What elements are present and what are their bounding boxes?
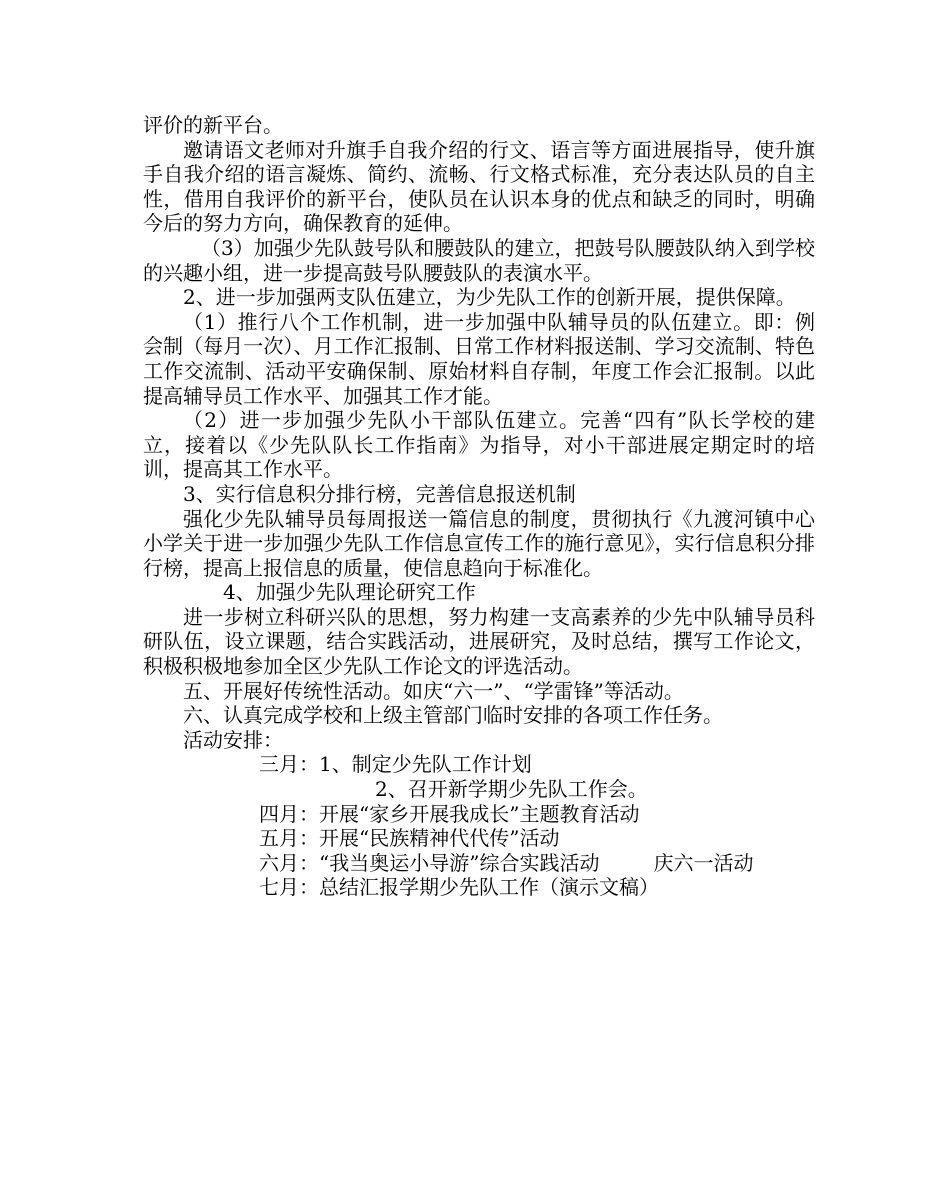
paragraph: （3）加强少先队鼓号队和腰鼓队的建立，把鼓号队腰鼓队纳入到学校的兴趣小组，进一步提高鼓号队腰鼓队的表演水平。 xyxy=(143,235,815,285)
activity-line: 五月：开展“民族精神代代传”活动 xyxy=(259,826,560,851)
activity-line: 三月：1、制定少先队工作计划 xyxy=(259,752,532,777)
paragraph: 4、加强少先队理论研究工作 xyxy=(223,580,476,605)
document-body xyxy=(143,113,815,900)
activity-text: 六月：“我当奥运小导游”综合实践活动 xyxy=(259,850,600,875)
paragraph: （2）进一步加强少先队小干部队伍建立。完善“四有”队长学校的建立，接着以《少先队队长工作指南》为指导，对小干部进展定期定时的培训，提高其工作水平。 xyxy=(143,408,815,482)
paragraph: 五、开展好传统性活动。如庆“六一”、“学雷锋”等活动。 xyxy=(183,678,684,703)
paragraph: 邀请语文老师对升旗手自我介绍的行文、语言等方面进展指导，使升旗手自我介绍的语言凝炼、简约、流畅、行文格式标准，充分表达队员的自主性，借用自我评价的新平台，使队员在认识本身的优点和缺乏的同时，明确今后的努力方向，确保教育的延伸。 xyxy=(143,137,815,236)
paragraph: 3、实行信息积分排行榜，完善信息报送机制 xyxy=(183,481,576,506)
paragraph: 强化少先队辅导员每周报送一篇信息的制度，贯彻执行《九渡河镇中心小学关于进一步加强少先队工作信息宣传工作的施行意见》，实行信息积分排行榜，提高上报信息的质量，使信息趋向于标准化。 xyxy=(143,506,815,580)
paragraph: 进一步树立科研兴队的思想，努力构建一支高素养的少先中队辅导员科研队伍，设立课题，结合实践活动，进展研究，及时总结，撰写工作论文，积极积极地参加全区少先队工作论文的评选活动。 xyxy=(143,604,815,679)
activity-text: 庆六一活动 xyxy=(653,850,754,875)
activity-line: 七月：总结汇报学期少先队工作（演示文稿） xyxy=(259,875,659,900)
activity-line: 2、召开新学期少先队工作会。 xyxy=(375,777,648,802)
paragraph-line: 评价的新平台。 xyxy=(143,113,283,137)
paragraph: 活动安排： xyxy=(183,727,283,752)
activity-line xyxy=(143,851,815,876)
paragraph: 六、认真完成学校和上级主管部门临时安排的各项工作任务。 xyxy=(183,703,723,728)
paragraph: （1）推行八个工作机制，进一步加强中队辅导员的队伍建立。即：例会制（每月一次）、月工作汇报制、日常工作材料报送制、学习交流制、特色工作交流制、活动平安确保制、原始材料自存制，年度工作会汇报制。以此提高辅导员工作水平、加强其工作才能。 xyxy=(143,309,815,408)
paragraph: 2、进一步加强两支队伍建立，为少先队工作的创新开展，提供保障。 xyxy=(183,285,796,310)
activity-line: 四月：开展“家乡开展我成长”主题教育活动 xyxy=(259,801,640,826)
